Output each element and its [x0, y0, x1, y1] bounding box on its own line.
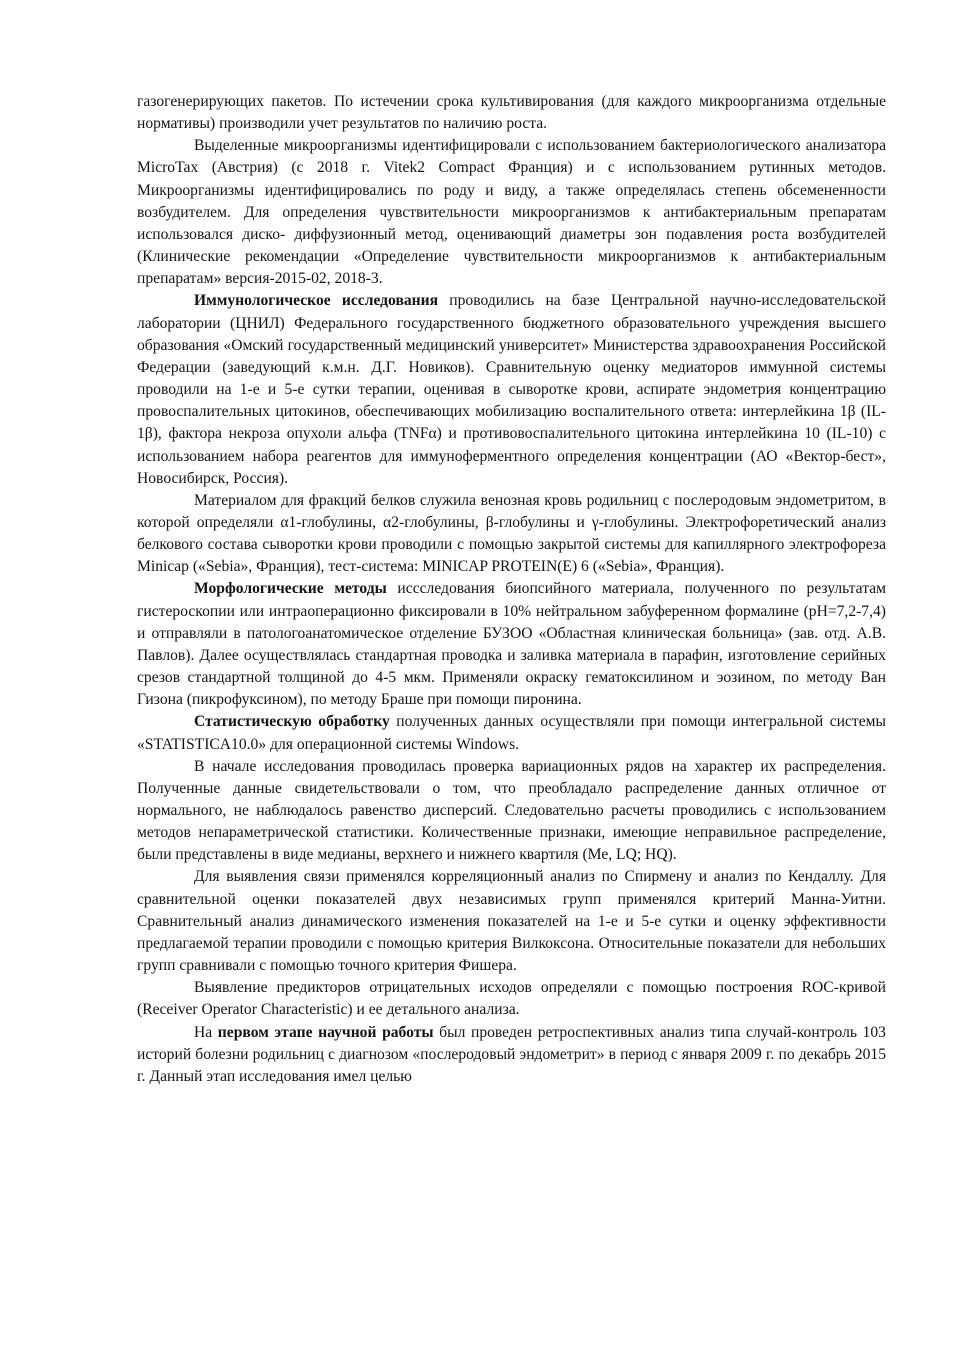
paragraph-text: газогенерирующих пакетов. По истечении срока культивирования (для каждого микроорганизма отдельные нормативы) производили учет результатов по наличию роста.	[137, 93, 886, 133]
paragraph	[137, 977, 886, 1021]
paragraph-text: Выявление предикторов отрицательных исходов определяли с помощью построения ROC-кривой (Receiver Operator Characteristic) и ее детального анализа.	[137, 979, 886, 1019]
paragraph	[137, 866, 886, 977]
document-page	[137, 91, 886, 1088]
paragraph-text: Материалом для фракций белков служила венозная кровь родильниц с послеродовым эндометритом, в которой определяли α1-глобулины, α2-глобулины, β-глобулины и γ-глобулины. Электрофоретический анализ белкового состава сыворотки крови проводили с помощью закрытой системы для капиллярного электрофореза Minicap («Sebia», Франция), тест-система: MINICAP PROTEIN(E) 6 («Sebia», Франция).	[137, 491, 886, 576]
paragraph	[137, 91, 886, 135]
paragraph-text: был проведен ретроспективных анализ типа случай-контроль 103 историй болезни родильниц с диагнозом «послеродовый эндометрит» в период с января 2009 г. по декабрь 2015 г. Данный этап исследования имел целью	[137, 1023, 886, 1085]
paragraph-text: Выделенные микроорганизмы идентифицировали с использованием бактериологического анализатора MicroTax (Австрия) (с 2018 г. Vitek2 Compact Франция) и с использованием рутинных методов. Микроорганизмы идентифицировались по роду и виду, а также определялась степень обсемененности возбудителем. Для определения чувствительности микроорганизмов к антибактериальным препаратам использовался диско- диффузионный метод, оценивающий диаметры зон подавления роста возбудителей (Клинические рекомендации «Определение чувствительности микроорганизмов к антибактериальным препаратам» версия-2015-02, 2018-3.	[137, 137, 886, 288]
section-heading-first-stage: первом этапе научной работы	[217, 1023, 434, 1041]
paragraph	[137, 756, 886, 867]
paragraph	[137, 290, 886, 489]
paragraph	[137, 1022, 886, 1088]
paragraph-text: проводились на базе Центральной научно-исследовательской лаборатории (ЦНИЛ) Федерального государственного бюджетного образовательного учреждения высшего образования «Омский государственный медицинский университет» Министерства здравоохранения Российской Федерации (заведующий к.м.н. Д.Г. Новиков). Сравнительную оценку медиаторов иммунной системы проводили на 1-е и 5-е сутки терапии, оценивая в сыворотке крови, аспирате эндометрия концентрацию провоспалительных цитокинов, обеспечивающих мобилизацию воспалительного ответа: интерлейкина 1β (IL-1β), фактора некроза опухоли альфа (TNFα) и противовоспалительного цитокина интерлейкина 10 (IL-10) с использованием набора реагентов для иммуноферментного определения концентрации (АО «Вектор-бест», Новосибирск, Россия).	[137, 292, 886, 487]
paragraph-text: Для выявления связи применялся корреляционный анализ по Спирмену и анализ по Кендаллу. Для сравнительной оценки показателей двух независимых групп применялся критерий Манна-Уитни. Сравнительный анализ динамического изменения показателей на 1-е и 5-е сутки и оценку эффективности предлагаемой терапии проводили с помощью критерия Вилкоксона. Относительные показатели для небольших групп сравнивали с помощью точного критерия Фишера.	[137, 868, 886, 975]
section-heading-morphology: Морфологические методы	[194, 580, 387, 598]
paragraph	[137, 490, 886, 579]
section-heading-statistics: Статистическую обработку	[194, 713, 390, 731]
paragraph-text: В начале исследования проводилась проверка вариационных рядов на характер их распределения. Полученные данные свидетельствовали о том, что преобладало распределение данных отличное от нормального, не наблюдалось равенство дисперсий. Следовательно расчеты проводились с использованием методов непараметрической статистики. Количественные признаки, имеющие неправильное распределение, были представлены в виде медианы, верхнего и нижнего квартиля (Ме, LQ; HQ).	[137, 757, 886, 864]
paragraph	[137, 711, 886, 755]
paragraph-text: На	[194, 1023, 218, 1041]
section-heading-immunology: Иммунологическое исследования	[194, 292, 439, 310]
paragraph	[137, 135, 886, 290]
paragraph-text: иссследования биопсийного материала, полученного по результатам гистероскопии или интраоперационно фиксировали в 10% нейтральном забуференном формалине (pH=7,2-7,4) и отправляли в патологоанатомическое отделение БУЗОО «Областная клиническая больница» (зав. отд. А.В. Павлов). Далее осуществлялась стандартная проводка и заливка материала в парафин, изготовление серийных срезов стандартной толщиной до 4-5 мкм. Применяли окраску гематоксилином и эозином, по методу Ван Гизона (пикрофуксином), по методу Браше при помощи пиронина.	[137, 580, 886, 709]
paragraph-text: полученных данных осуществляли при помощи интегральной системы «STATISTICA10.0» для операционной системы Windows.	[137, 713, 886, 753]
paragraph	[137, 578, 886, 711]
